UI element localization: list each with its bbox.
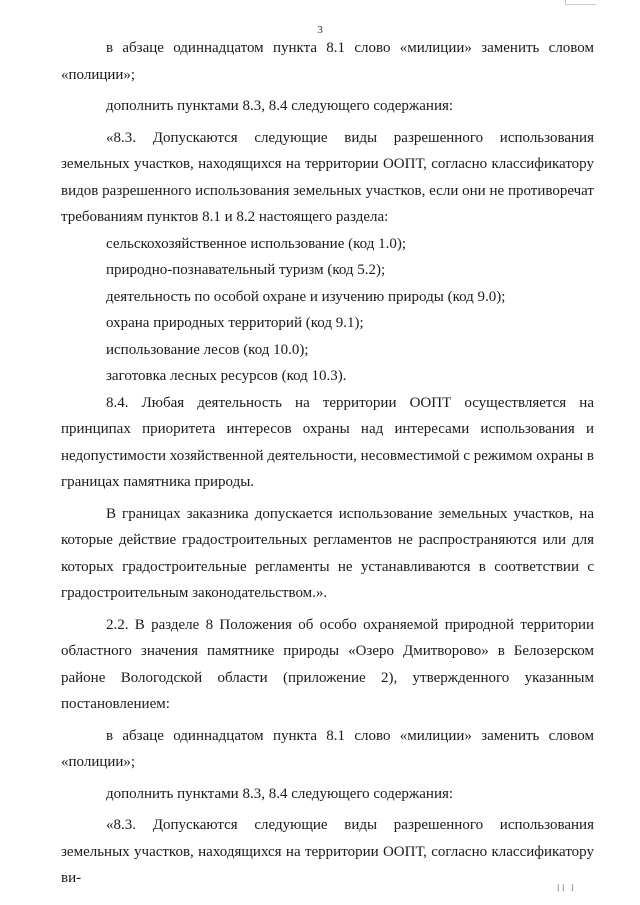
list-item: охрана природных территорий (код 9.1);	[106, 315, 364, 331]
list-item: заготовка лесных ресурсов (код 10.3).	[106, 368, 347, 384]
list-item: деятельность по особой охране и изучению природы (код 9.0);	[106, 288, 506, 305]
document-body	[61, 35, 594, 892]
paragraph: в абзаце одиннадцатом пункта 8.1 слово «милиции» заменить словом «полиции»;	[61, 727, 594, 770]
page-number: 3	[317, 24, 323, 36]
permitted-use-list	[61, 231, 594, 390]
footer-mark: II I	[556, 883, 576, 893]
list-item: использование лесов (код 10.0);	[106, 341, 309, 358]
paragraph: в абзаце одиннадцатом пункта 8.1 слово «милиции» заменить словом «полиции»;	[61, 40, 594, 83]
paragraph: дополнить пунктами 8.3, 8.4 следующего содержания:	[106, 785, 454, 802]
list-item: сельскохозяйственное использование (код 1.0);	[106, 235, 406, 252]
scan-corner-mark	[565, 0, 596, 5]
list-item: природно-познавательный туризм (код 5.2);	[106, 262, 386, 278]
paragraph: «8.3. Допускаются следующие виды разрешенного использования земельных участков, находящихся на территории ООПТ, согласно классификатору видов разрешенного использования земельных участков, если они не противоречат требованиям пунктов 8.1 и 8.2 настоящего раздела:	[61, 129, 594, 225]
paragraph: 2.2. В разделе 8 Положения об особо охраняемой природной территории областного значения памятнике природы «Озеро Дмитворово» в Белозерском районе Вологодской области (приложение 2), утвержденного указанным постановлением:	[61, 616, 594, 712]
paragraph: 8.4. Любая деятельность на территории ООПТ осуществляется на принципах приоритета интересов охраны над интересами использования и недопустимости хозяйственной деятельности, несовместимой с режимом охраны в границах памятника природы.	[61, 394, 594, 490]
paragraph: дополнить пунктами 8.3, 8.4 следующего содержания:	[106, 98, 454, 114]
paragraph: «8.3. Допускаются следующие виды разрешенного использования земельных участков, находящихся на территории ООПТ, согласно классификатору ви-	[61, 817, 594, 886]
paragraph: В границах заказника допускается использование земельных участков, на которые действие градостроительных регламентов не распространяются или для которых градостроительные регламенты не устанавливаются в соответствии с градостроительным законодательством.».	[61, 505, 594, 601]
